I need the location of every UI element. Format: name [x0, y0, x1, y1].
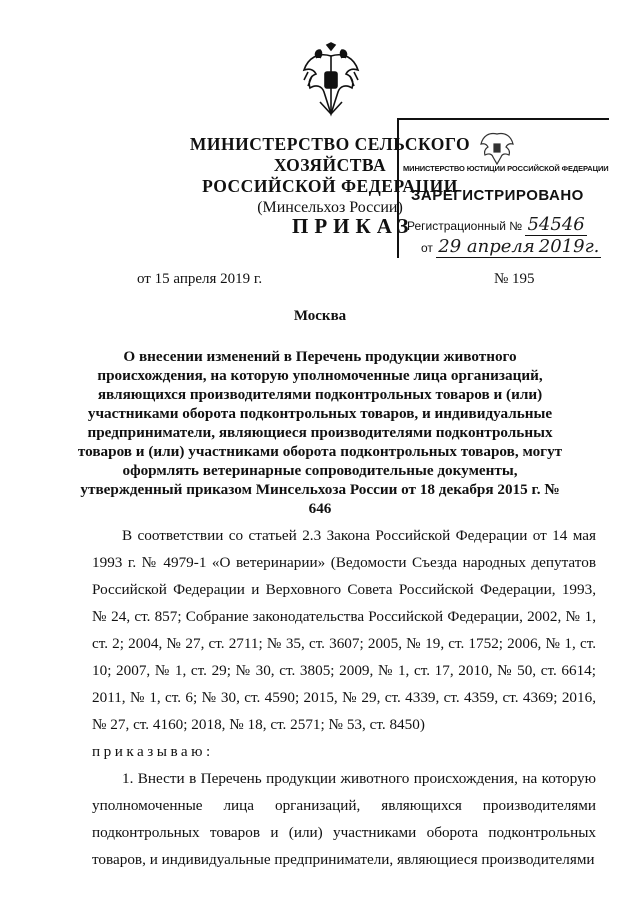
order-date: от 15 апреля 2019 г.	[137, 271, 263, 287]
ministry-name-line1: МИНИСТЕРСТВО СЕЛЬСКОГО ХОЗЯЙСТВА	[189, 134, 471, 175]
order-subject: О внесении изменений в Перечень продукции животного происхождения, на которую уполномоченные лица организаций, являющихся производителями подконтрольных товаров и (или) участниками оборота подконтрольных товаров, и индивидуальные предприниматели, являющиеся производителями подконтрольных товаров и (или) участниками оборота подконтрольных товаров, могут оформлять ветеринарные сопроводительные документы, утвержденный приказом Минсельхоза России от 18 декабря 2015 г. № 646	[77, 348, 563, 517]
state-emblem-icon	[300, 42, 362, 118]
preamble-paragraph: В соответствии со статьей 2.3 Закона Российской Федерации от 14 мая 1993 г. № 4979-1 «О ветеринарии» (Ведомости Съезда народных депутатов Российской Федерации и Верховного Совета Российской Федерации, 1993, № 24, ст. 857; Собрание законодательства Российской Федерации, 2002, № 1, ст. 2; 2004, № 27, ст. 2711; № 35, ст. 3607; 2005, № 19, ст. 1752; 2006, № 1, ст. 10; 2007, № 1, ст. 29; № 30, ст. 3805; 2009, № 1, ст. 17, 2010, № 50, ст. 6614; 2011, № 1, ст. 6; № 30, ст. 4590; 2015, № 29, ст. 4339, ст. 4359, ст. 4369; 2016, № 27, ст. 4160; 2018, № 18, ст. 2571; № 53, ст. 8450)	[92, 527, 596, 733]
stamp-date-handwritten: 29 апреля	[438, 236, 535, 257]
ministry-name-line2: РОССИЙСКОЙ ФЕДЕРАЦИИ	[202, 176, 458, 196]
stamp-date-year: 2019г.	[538, 236, 600, 257]
ministry-short-name: (Минсельхоз России)	[257, 199, 403, 216]
stamp-regnum-value: 54546	[527, 214, 585, 235]
registration-stamp	[397, 118, 609, 258]
document-type-title: ПРИКАЗ	[292, 214, 415, 238]
stamp-registration-number	[407, 214, 587, 235]
stamp-registered-text: ЗАРЕГИСТРИРОВАНО	[411, 187, 584, 204]
stamp-registration-date	[421, 236, 601, 257]
stamp-emblem-icon	[479, 128, 515, 166]
order-body	[92, 522, 596, 873]
prikazyvayu-word: приказываю:	[92, 743, 214, 760]
item-1-paragraph: 1. Внести в Перечень продукции животного происхождения, на которую уполномоченные лица организаций, являющихся производителями подконтрольных товаров и (или) участниками оборота подконтрольных товаров, и индивидуальные предприниматели, являющиеся производителями	[92, 770, 596, 868]
stamp-regnum-label: Регистрационный №	[407, 219, 523, 233]
stamp-date-prefix: от	[421, 241, 433, 255]
order-number: № 195	[494, 271, 535, 287]
city: Москва	[293, 308, 347, 324]
stamp-ministry-text: МИНИСТЕРСТВО ЮСТИЦИИ РОССИЙСКОЙ ФЕДЕРАЦИИ	[403, 164, 609, 173]
